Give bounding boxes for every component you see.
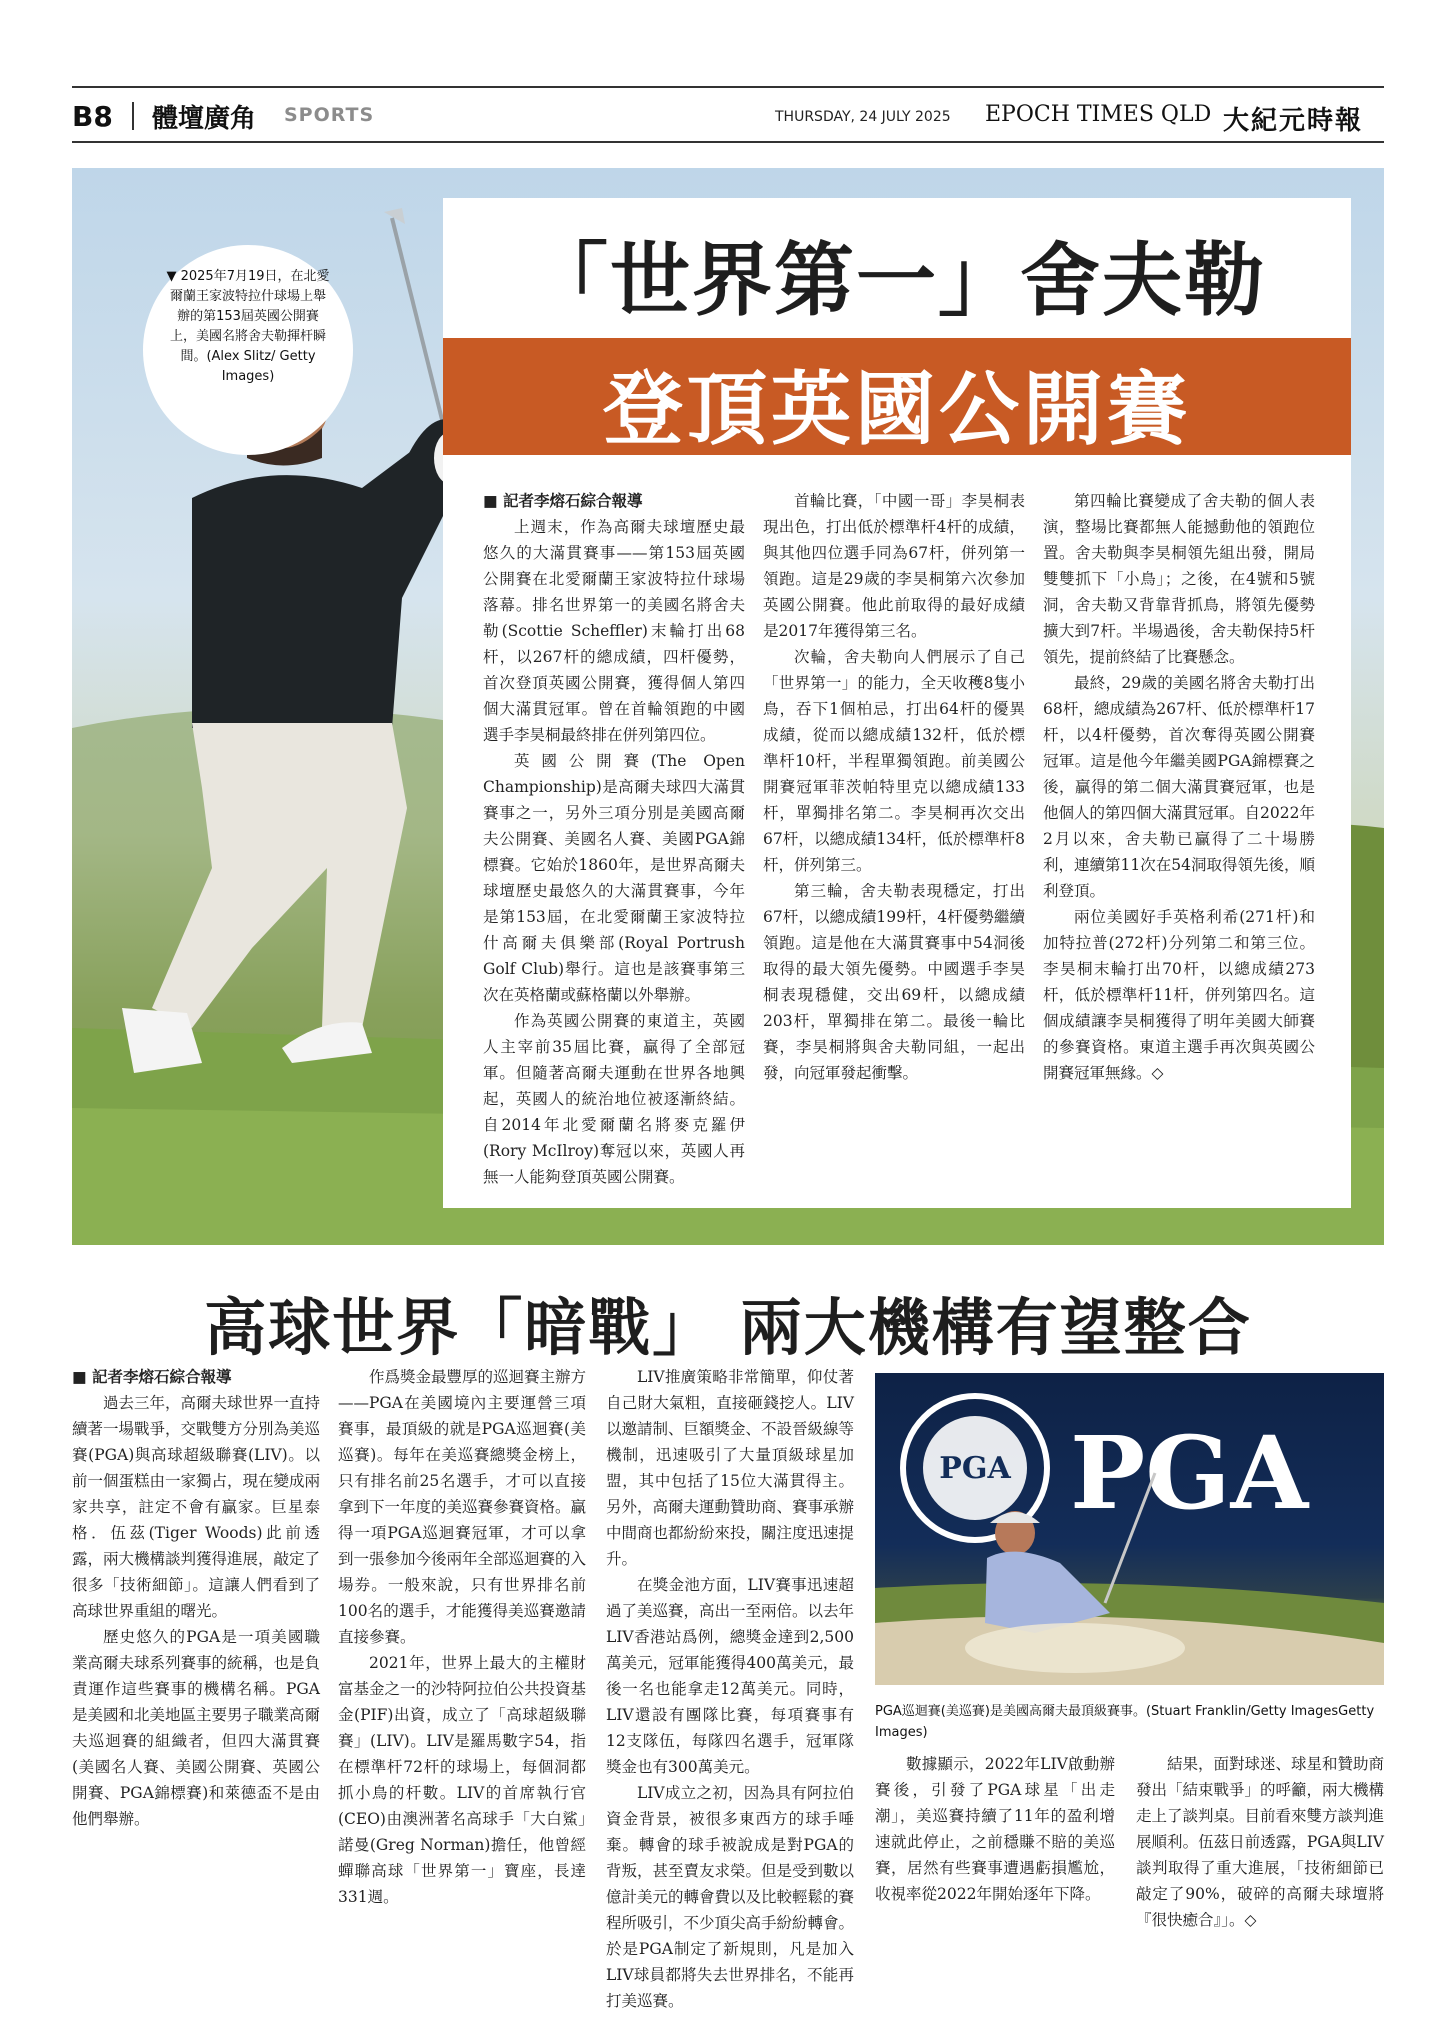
headline: 「世界第一」舍夫勒 [528,233,1266,327]
paragraph: LIV成立之初，因為具有阿拉伯資金背景，被很多東西方的球手唾棄。轉會的球手被說成是對PGA的背叛，甚至賣友求榮。但是受到數以億計美元的轉會費以及比較輕鬆的賽程所吸引，不少頂尖高手紛紛轉會。於是PGA制定了新規則，凡是加入LIV球員都將失去世界排名，不能再打美巡賽。 [606,1784,855,2010]
section-title-en: SPORTS [284,104,375,126]
paragraph: 在獎金池方面，LIV賽事迅速超過了美巡賽，高出一至兩倍。以去年LIV香港站爲例，總獎金達到2,500萬美元，冠軍能獲得400萬美元，最後一名也能拿走12萬美元。同時，LIV還設有團隊比賽，每項賽事有12支隊伍，每隊四名選手，冠軍隊獎金也有300萬美元。 [606,1576,855,1776]
article2-column-2 [338,1364,586,1910]
article-column-2 [763,488,1025,1086]
byline-2: ■ 記者李熔石綜合報導 [72,1368,232,1386]
article2-column-4 [875,1751,1115,1907]
header-separator [132,102,134,130]
paragraph: 最終，29歲的美國名將舍夫勒打出68杆，總成績為267杆、低於標準杆17杆，以4杆優勢，首次奪得英國公開賽冠軍。這是他今年繼美國PGA錦標賽之後，贏得的第二個大滿貫賽冠軍，也是他個人的第四個大滿貫冠軍。自2022年2月以來，舍夫勒已贏得了二十場勝利，連續第11次在54洞取得領先後，順利登頂。 [1043,674,1315,900]
article2-column-5 [1136,1751,1384,1933]
paragraph: 結果，面對球迷、球星和贊助商發出「結束戰爭」的呼籲，兩大機構走上了談判桌。目前看來雙方談判進展順利。伍茲日前透露，PGA與LIV談判取得了重大進展，「技術細節已敲定了90%，破碎的高爾夫球壇將『很快癒合』」。◇ [1136,1755,1385,1929]
paragraph: LIV推廣策略非常簡單，仰仗著自己財大氣粗，直接砸錢挖人。LIV以邀請制、巨額獎金、不設晉級線等機制，迅速吸引了大量頂級球星加盟，其中包括了15位大滿貫得主。另外，高爾夫運動贊助商、賽事承辦中間商也都紛紛來投，關注度迅速提升。 [606,1368,855,1568]
pga-emblem-text: PGA [939,1451,1011,1486]
paragraph: 數據顯示，2022年LIV啟動辦賽後，引發了PGA球星「出走潮」，美巡賽持續了11年的盈利增速就此停止，之前穩賺不賠的美巡賽，居然有些賽事遭遇虧損尷尬，收視率從2022年開始逐年下降。 [875,1755,1115,1903]
article2-column-3 [606,1364,854,2014]
paragraph: 英國公開賽(The Open Championship)是高爾夫球四大滿貫賽事之一，另外三項分別是美國高爾夫公開賽、美國名人賽、美國PGA錦標賽。它始於1860年，是世界高爾夫球壇歷史最悠久的大滿貫賽事，今年是第153屆，在北愛爾蘭王家波特拉什高爾夫俱樂部(Royal Portrush Golf Club)舉行。這也是該賽事第三次在英格蘭或蘇格蘭以外舉辦。 [483,752,745,1004]
paragraph: 第三輪，舍夫勒表現穩定，打出67杆，以總成績199杆，4杆優勢繼續領跑。這是他在大滿貫賽事中54洞後取得的最大領先優勢。中國選手李昊桐表現穩健，交出69杆，以總成績203杆，單獨排在第二。最後一輪比賽，李昊桐將與舍夫勒同組，一起出發，向冠軍發起衝擊。 [763,882,1025,1082]
paragraph: 作為英國公開賽的東道主，英國人主宰前35屆比賽，贏得了全部冠軍。但隨著高爾夫運動在世界各地興起，英國人的統治地位被逐漸終結。自2014年北愛爾蘭名將麥克羅伊(Rory McIlroy)奪冠以來，英國人再無一人能夠登頂英國公開賽。 [483,1012,745,1186]
page-number: B8 [72,100,113,133]
paper-logo: 大紀元時報 [1223,106,1364,136]
paragraph: 兩位美國好手英格利希(271杆)和加特拉普(272杆)分列第二和第三位。李昊桐末輪打出70杆，以總成績273杆，低於標準杆11杆，併列第四名。這個成績讓李昊桐獲得了明年美國大師賽的參賽資格。東道主選手再次與英國公開賽冠軍無緣。◇ [1043,908,1315,1082]
paragraph: 上週末，作為高爾夫球壇歷史最悠久的大滿貫賽事——第153屆英國公開賽在北愛爾蘭王家波特拉什球場落幕。排名世界第一的美國名將舍夫勒(Scottie Scheffler)末輪打出68杆，以267杆的總成績，四杆優勢，首次登頂英國公開賽，獲得個人第四個大滿貫冠軍。曾在首輪領跑的中國選手李昊桐最終排在併列第四位。 [483,518,745,744]
paragraph: 第四輪比賽變成了舍夫勒的個人表演，整場比賽都無人能撼動他的領跑位置。舍夫勒與李昊桐領先組出發，開局雙雙抓下「小鳥」；之後，在4號和5號洞，舍夫勒又背靠背抓鳥，將領先優勢擴大到7杆。半場過後，舍夫勒保持5杆領先，提前終結了比賽懸念。 [1043,492,1315,666]
pga-photo [875,1373,1384,1685]
header-bottom-rule [72,141,1384,143]
paragraph: 首輪比賽，「中國一哥」李昊桐表現出色，打出低於標準杆4杆的成績，與其他四位選手同為67杆，併列第一領跑。這是29歲的李昊桐第六次參加英國公開賽。他此前取得的最好成績是2017年獲得第三名。 [763,492,1025,640]
paragraph: 次輪，舍夫勒向人們展示了自己「世界第一」的能力，全天收穫8隻小鳥，吞下1個柏忌，打出64杆的優異成績，從而以總成績132杆，低於標準杆10杆，半程單獨領跑。前美國公開賽冠軍菲茨帕特里克以總成績133杆，單獨排名第二。李昊桐再次交出67杆，以總成績134杆，低於標準杆8杆，併列第三。 [763,648,1025,874]
header-top-rule [72,86,1384,88]
article2-column-1 [72,1364,320,1832]
photo-caption-bubble [143,245,353,455]
pga-sign-text: PGA [1070,1414,1309,1532]
paragraph: 過去三年，高爾夫球世界一直持續著一場戰爭，交戰雙方分別為美巡賽(PGA)與高球超級聯賽(LIV)。以前一個蛋糕由一家獨占，現在變成兩家共享，註定不會有贏家。巨星泰格．伍茲(Tiger Woods)此前透露，兩大機構談判獲得進展，敲定了很多「技術細節」。這讓人們看到了高球世界重組的曙光。 [72,1394,321,1620]
photo-caption: ▼ 2025年7月19日，在北愛爾蘭王家波特拉什球場上舉辦的第153屆英國公開賽上，美國名將舍夫勒揮杆瞬間。(Alex Slitz/ Getty Images) [166,269,330,384]
article-column-3 [1043,488,1315,1086]
pga-photo-caption: PGA巡迴賽(美巡賽)是美國高爾夫最頂級賽事。(Stuart Franklin/Getty ImagesGetty Images) [875,1704,1375,1740]
paragraph: 2021年，世界上最大的主權財富基金之一的沙特阿拉伯公共投資基金(PIF)出資，成立了「高球超級聯賽」(LIV)。LIV是羅馬數字54，指在標準杆72杆的球場上，每個洞都抓小鳥的杆數。LIV的首席執行官(CEO)由澳洲著名高球手「大白鯊」諾曼(Greg Norman)擔任，他曾經蟬聯高球「世界第一」寶座，長達331週。 [338,1654,587,1906]
issue-date: THURSDAY, 24 JULY 2025 [775,109,951,125]
section-title-zh: 體壇廣角 [152,104,257,134]
byline: ■ 記者李熔石綜合報導 [483,492,643,510]
subheadline: 登頂英國公開賽 [603,362,1191,456]
paragraph: 作爲獎金最豐厚的巡迴賽主辦方——PGA在美國境內主要運營三項賽事，最頂級的就是PGA巡迴賽(美巡賽)。每年在美巡賽總獎金榜上，只有排名前25名選手，才可以直接拿到下一年度的美巡賽參賽資格。贏得一項PGA巡迴賽冠軍，才可以拿到一張參加今後兩年全部巡迴賽的入場券。一般來說，只有世界排名前100名的選手，才能獲得美巡賽邀請直接參賽。 [338,1368,587,1646]
paragraph: 歷史悠久的PGA是一項美國職業高爾夫球系列賽事的統稱，也是負責運作這些賽事的機構名稱。PGA是美國和北美地區主要男子職業高爾夫巡迴賽的組織者，但四大滿貫賽(美國名人賽、美國公開賽、英國公開賽、PGA錦標賽)和萊德盃不是由他們舉辦。 [72,1628,321,1828]
article-column-1 [483,488,745,1190]
lead-article [443,198,1351,1208]
paper-name: EPOCH TIMES QLD [985,102,1212,127]
pga-illustration [875,1373,1384,1685]
second-headline: 高球世界「暗戰」 兩大機構有望整合 [204,1291,1252,1364]
